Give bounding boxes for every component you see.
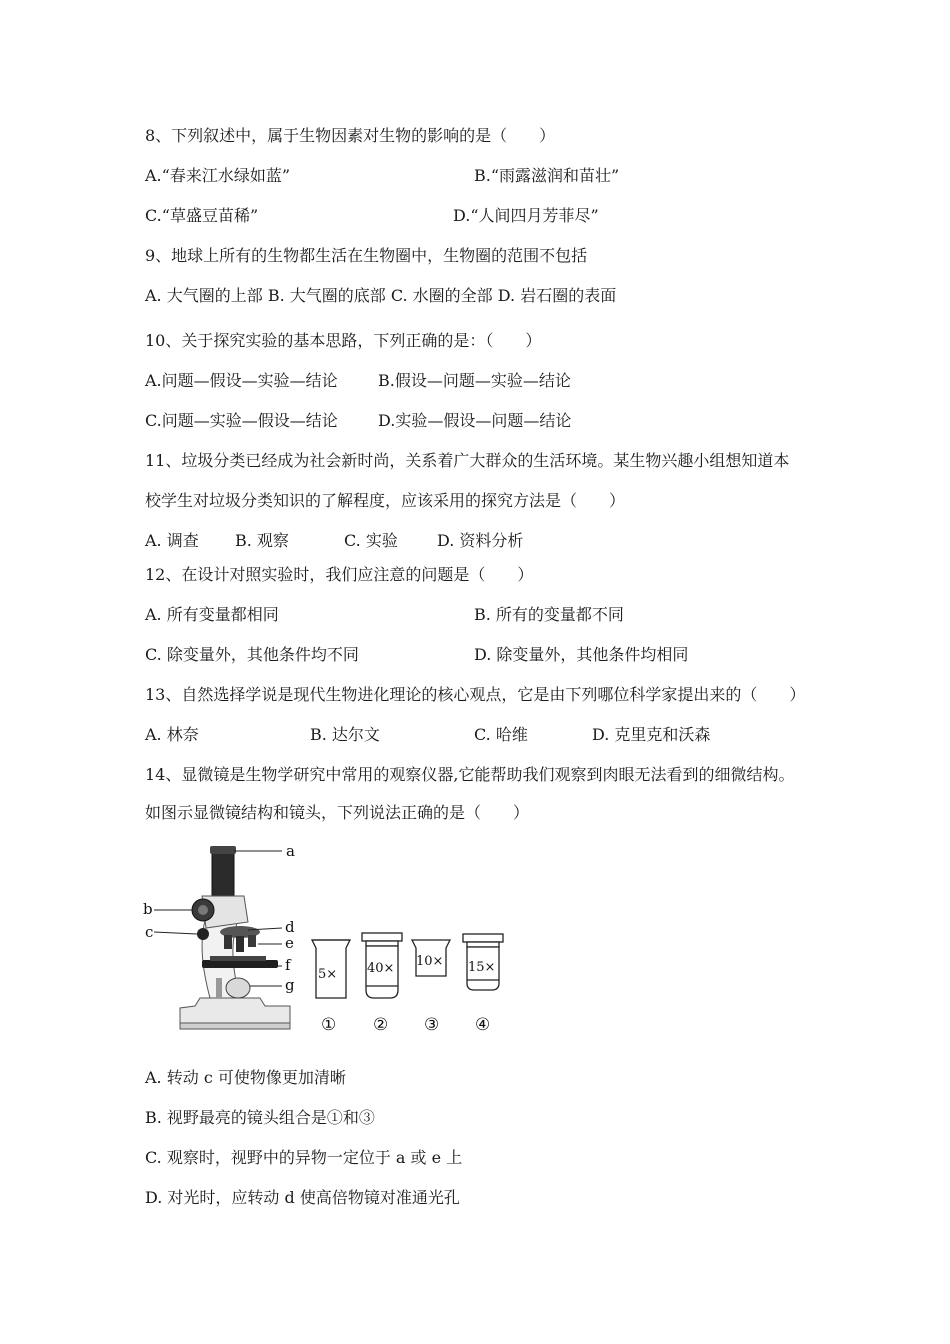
part-label-f: f [285,956,291,974]
part-label-c: c [145,923,154,941]
question-13-option-c: C. 哈维 [474,725,528,744]
question-13-option-a: A. 林奈 [145,725,199,744]
part-label-d: d [285,918,295,936]
question-12-option-c: C. 除变量外，其他条件均不同 [145,645,359,664]
lens-3-number: ③ [424,1015,440,1035]
microscope-figure [140,838,520,1038]
question-14-option-b: B. 视野最亮的镜头组合是①和③ [145,1108,375,1127]
question-11-option-a: A. 调查 [145,531,199,550]
lens-2-number: ② [373,1015,389,1035]
question-11-stem-line-1: 11、垃圾分类已经成为社会新时尚，关系着广大群众的生活环境。某生物兴趣小组想知道本 [145,451,790,470]
question-8-option-c: C.“草盛豆苗稀” [145,206,259,225]
question-8-option-d: D.“人间四月芳菲尽” [453,206,599,225]
question-8-stem: 8、下列叙述中，属于生物因素对生物的影响的是（ ） [145,126,556,145]
question-12-option-d: D. 除变量外，其他条件均相同 [474,645,689,664]
question-14-option-d: D. 对光时，应转动 d 使高倍物镜对准通光孔 [145,1188,460,1207]
lens-4-number: ④ [475,1015,491,1035]
lens-4-magnification: 15× [468,960,496,975]
lens-3-magnification: 10× [416,954,444,969]
part-label-b: b [143,900,153,918]
question-10-option-c: C.问题—实验—假设—结论 [145,411,338,430]
question-14-stem-line-1: 14、显微镜是生物学研究中常用的观察仪器,它能帮助我们观察到肉眼无法看到的细微结构。 [145,765,795,784]
part-label-g: g [285,976,295,994]
microscope-illustration [180,846,290,1029]
question-13-option-b: B. 达尔文 [310,725,380,744]
question-9-options: A. 大气圈的上部 B. 大气圈的底部 C. 水圈的全部 D. 岩石圈的表面 [145,286,617,305]
question-12-option-b: B. 所有的变量都不同 [474,605,624,624]
question-11-option-d: D. 资料分析 [437,531,524,550]
question-10-stem: 10、关于探究实验的基本思路，下列正确的是：（ ） [145,331,542,350]
question-11-stem-line-2: 校学生对垃圾分类知识的了解程度，应该采用的探究方法是（ ） [145,491,626,510]
question-12-stem: 12、在设计对照实验时，我们应注意的问题是（ ） [145,565,534,584]
lens-2-magnification: 40× [367,961,395,976]
question-11-option-b: B. 观察 [235,531,289,550]
question-14-stem-line-2: 如图示显微镜结构和镜头，下列说法正确的是（ ） [145,803,530,822]
part-label-a: a [286,842,295,860]
question-9-stem: 9、地球上所有的生物都生活在生物圈中，生物圈的范围不包括 [145,246,588,265]
lens-1-number: ① [321,1015,337,1035]
question-13-option-d: D. 克里克和沃森 [592,725,711,744]
part-label-e: e [285,934,294,952]
question-14-option-a: A. 转动 c 可使物像更加清晰 [145,1068,346,1087]
question-10-option-b: B.假设—问题—实验—结论 [378,371,571,390]
question-8-option-b: B.“雨露滋润和苗壮” [474,166,620,185]
question-8-option-a: A.“春来江水绿如蓝” [145,166,291,185]
question-10-option-a: A.问题—假设—实验—结论 [145,371,338,390]
question-14-option-c: C. 观察时，视野中的异物一定位于 a 或 e 上 [145,1148,463,1167]
lens-1-magnification: 5× [318,967,338,982]
question-10-option-d: D.实验—假设—问题—结论 [378,411,572,430]
question-11-option-c: C. 实验 [344,531,398,550]
question-13-stem: 13、自然选择学说是现代生物进化理论的核心观点，它是由下列哪位科学家提出来的（ ） [145,685,806,704]
question-12-option-a: A. 所有变量都相同 [145,605,279,624]
